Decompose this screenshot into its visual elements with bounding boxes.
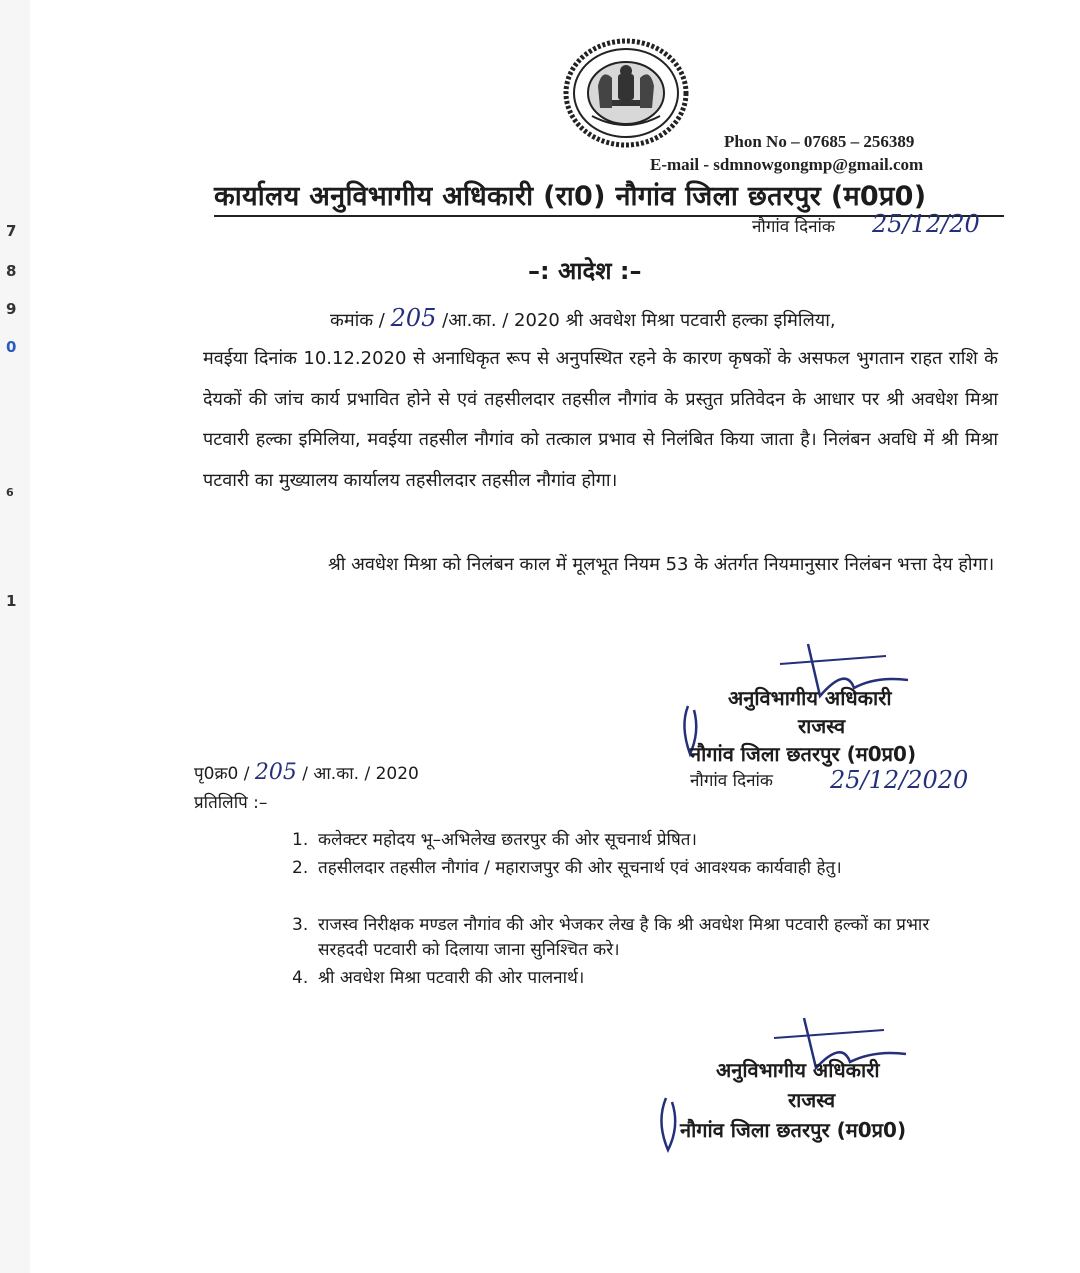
copy-item-number: 3. <box>292 915 309 935</box>
edge-char: 7 <box>6 222 17 240</box>
order-paragraph-1: मवईया दिनांक 10.12.2020 से अनाधिकृत रूप से अनुपस्थित रहने के कारण कृषकों के असफल भुगतान राहत राशि के देयकों की जांच कार्य प्रभावित होने से एवं तहसीलदार तहसील नौगांव के प्रस्तुत प्रतिवेदन के आधार पर श्री अवधेश मिश्रा पटवारी हल्का इमिलिया, मवईया तहसील नौगांव को तत्काल प्रभाव से निलंबित किया जाता है। निलंबन अवधि में श्री मिश्रा पटवारी का मुख्यालय कार्यालय तहसीलदार तहसील नौगांव होगा। <box>203 348 998 491</box>
copy-item-number: 4. <box>292 968 309 988</box>
edge-char: 8 <box>6 262 17 280</box>
handwritten-endorsement-number: 205 <box>254 760 297 785</box>
endorsement-line <box>194 760 419 785</box>
copy-item <box>292 828 992 853</box>
order-heading: –: आदेश :– <box>528 257 642 285</box>
edge-char: 0 <box>6 338 17 356</box>
signature-date-label: नौगांव दिनांक <box>690 771 773 791</box>
copy-item <box>292 966 992 991</box>
state-emblem-seal-icon <box>562 38 690 148</box>
email-address: E-mail - sdmnowgongmp@gmail.com <box>650 155 924 174</box>
handwritten-date: 25/12/20 <box>872 210 980 238</box>
order-paragraph-2: श्री अवधेश मिश्रा को निलंबन काल में मूलभूत नियम 53 के अंतर्गत नियमानुसार निलंबन भत्ता देय होगा। <box>328 554 995 575</box>
copy-item-text: राजस्व निरीक्षक मण्डल नौगांव की ओर भेजकर लेख है कि श्री अवधेश मिश्रा पटवारी हल्कों का प्रभार सरहददी पटवारी को दिलाया जाना सुनिश्चित करे। <box>318 915 930 960</box>
copy-item-text: कलेक्टर महोदय भू–अभिलेख छतरपुर की ओर सूचनार्थ प्रेषित। <box>318 830 697 850</box>
edge-char: 9 <box>6 300 17 318</box>
signatory-department: राजस्व <box>788 1088 836 1112</box>
signatory-office: नौगांव जिला छतरपुर (म0प्र0) <box>690 742 917 766</box>
handwritten-order-number: 205 <box>390 304 437 332</box>
copy-item <box>292 856 992 881</box>
scan-left-edge <box>0 0 30 1273</box>
signatory-office: नौगांव जिला छतरपुर (म0प्र0) <box>680 1118 907 1142</box>
office-title: कार्यालय अनुविभागीय अधिकारी (रा0) नौगांव जिला छतरपुर (म0प्र0) <box>214 176 1004 217</box>
endorsement-prefix: पृ0क्र0 / <box>194 764 250 784</box>
edge-char: 6 <box>6 486 14 499</box>
signatory-designation: अनुविभागीय अधिकारी <box>716 1058 880 1082</box>
order-ref-suffix: /आ.का. / 2020 श्री अवधेश मिश्रा पटवारी हल्का इमिलिया, <box>442 310 836 331</box>
copy-item-text: श्री अवधेश मिश्रा पटवारी की ओर पालनार्थ। <box>318 968 585 988</box>
signatory-designation: अनुविभागीय अधिकारी <box>728 686 892 710</box>
order-reference-line <box>330 298 998 342</box>
copy-item <box>292 913 992 963</box>
order-ref-prefix: कमांक / <box>330 310 385 331</box>
copy-item-number: 1. <box>292 830 309 850</box>
phone-number: Phon No – 07685 – 256389 <box>724 132 915 151</box>
copy-item-number: 2. <box>292 858 309 878</box>
signature-handwritten-date: 25/12/2020 <box>830 766 969 794</box>
signatory-department: राजस्व <box>798 714 846 738</box>
date-label: नौगांव दिनांक <box>752 217 835 237</box>
endorsement-suffix: / आ.का. / 2020 <box>302 764 419 784</box>
copy-item-text: तहसीलदार तहसील नौगांव / महाराजपुर की ओर सूचनार्थ एवं आवश्यक कार्यवाही हेतु। <box>318 858 842 878</box>
edge-char: 1 <box>6 592 17 610</box>
copy-to-label: प्रतिलिपि :– <box>194 793 268 813</box>
